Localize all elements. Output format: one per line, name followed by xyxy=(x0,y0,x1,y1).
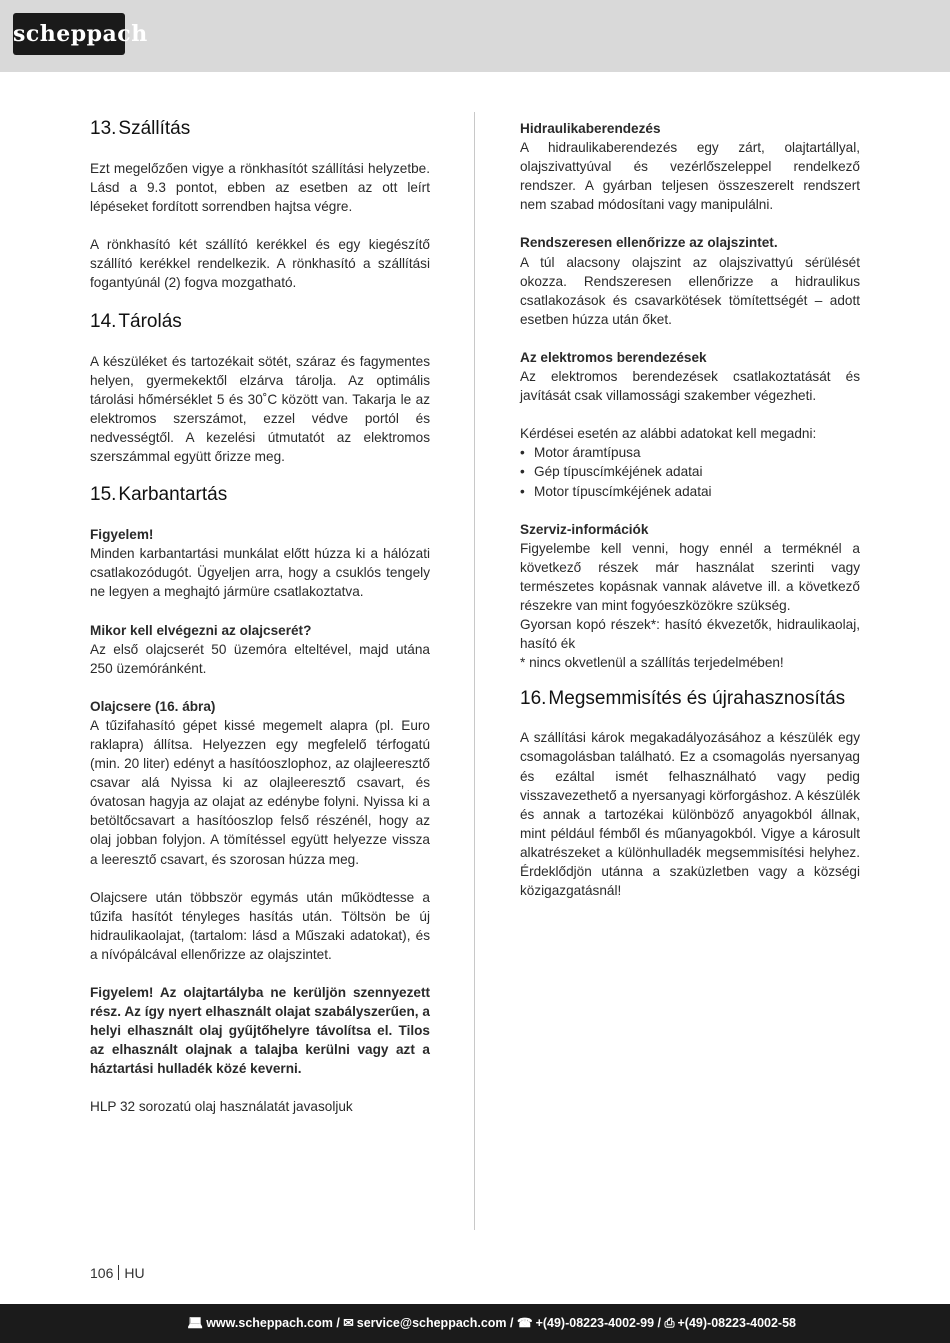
section-title: Karbantartás xyxy=(118,484,228,506)
language-code: HU xyxy=(124,1265,145,1281)
section-number: 15. xyxy=(90,484,117,506)
paragraph: Az első olajcserét 50 üzemóra elteltével, majd utána 250 üzemóránként. xyxy=(90,641,430,676)
email-icon: ✉ xyxy=(343,1316,354,1330)
footer-bar xyxy=(0,1304,950,1343)
list-item: • Motor típuscímkéjének adatai xyxy=(520,482,860,501)
fax-number: +(49)-08223-4002-58 xyxy=(677,1316,796,1330)
paragraph: A túl alacsony olajszint az olajszivattyú sérülését okozza. Rendszeresen ellenőrizze a hidraulikus csatlakozások és csavarkötések tömítettségét – adott esetben húzza után őket. xyxy=(520,254,860,327)
paragraph: * nincs okvetlenül a szállítás terjedelmében! xyxy=(520,655,784,671)
info-list xyxy=(520,443,860,500)
left-column xyxy=(90,113,430,1117)
subheading: Az elektromos berendezések xyxy=(520,349,707,365)
section-title: Szállítás xyxy=(118,118,191,139)
computer-icon: 💻︎ xyxy=(187,1316,204,1330)
list-item: • Gép típuscímkéjének adatai xyxy=(520,462,860,481)
paragraph: A hidraulikaberendezés egy zárt, olajtartállyal, olajszivattyúval és vezérlőszeleppel rendelkező rendszer. A gyárban teljesen összeszerelt rendszert nem szabad módosítani vagy manipulálni. xyxy=(520,140,860,213)
header-bar xyxy=(0,0,950,72)
page-number xyxy=(90,1265,145,1281)
logo-text: scheppach xyxy=(13,21,148,47)
page-number-value: 106 xyxy=(90,1265,114,1281)
section-13-heading xyxy=(90,117,430,140)
subheading: Mikor kell elvégezni az olajcserét? xyxy=(90,622,312,638)
paragraph: Ezt megelőzően vigye a rönkhasítót szállítási helyzetbe. Lásd a 9.3 pontot, ebben az esetben az ott leírt lépéseket fordított sorrendben hajtsa végre. xyxy=(90,161,430,215)
paragraph: HLP 32 sorozatú olaj használatát javasoljuk xyxy=(90,1099,353,1115)
subheading: Hidraulikaberendezés xyxy=(520,121,661,136)
paragraph: A készüléket és tartozékait sötét, száraz és fagymentes helyen, gyermekektől elzárva tárolja. Az optimális tárolási hőmérséklet 5 és 30˚C között van. Takarja le az elektromos szerszámot, ezzel védve portól és nedvességtől. A kezelési útmutatót az elektromos szerszámmal együtt őrizze meg. xyxy=(90,353,430,465)
paragraph: A tűzifahasító gépet kissé megemelt alapra (pl. Euro raklapra) állítsa. Helyezzen egy megfelelő térfogatú (min. 20 liter) edényt a hasítóoszlophoz, az olajleeresztő csavar alá Nyissa ki az olajleeresztő csavart, és óvatosan hagyja az olajat az edénybe folyni. Nyissa ki a betöltőcsavart a hasítóoszlop felső részénél, hogy az olaj jobban folyjon. A tömítéssel együtt helyezze vissza a leeresztő csavart, és szorosan húzza meg. xyxy=(90,717,430,867)
separator xyxy=(118,1265,119,1280)
paragraph: Kérdései esetén az alábbi adatokat kell megadni: xyxy=(520,426,817,442)
phone-number: +(49)-08223-4002-99 / xyxy=(535,1316,661,1330)
subheading: Rendszeresen ellenőrizze az olajszintet. xyxy=(520,235,778,251)
section-number: 16. xyxy=(520,688,547,710)
section-number: 14. xyxy=(90,310,117,332)
section-14-heading xyxy=(90,310,430,333)
paragraph: Olajcsere után többször egymás után működtesse a tűzifa hasítót tényleges hasítás után. Töltsön be új hidraulikaolajat, (tartalom: lásd a Műszaki adatokat), és a nívópálcával ellenőrizze az olajszintet. xyxy=(90,889,430,962)
section-15-heading xyxy=(90,483,430,506)
section-number: 13. xyxy=(90,118,117,139)
section-title: Megsemmisítés és újrahasznosítás xyxy=(548,688,846,710)
fax-icon: ⎙ xyxy=(664,1316,675,1330)
paragraph: Az elektromos berendezések csatlakoztatását és javítását csak villamossági szakember végezheti. xyxy=(520,369,860,404)
warning-paragraph: Figyelem! Az olajtartályba ne kerüljön szennyezett rész. Az így nyert elhasznált olajat szabályszerűen, a helyi elhasznált olaj gyűjtőhelyre távolítsa el. Tilos az elhasznált olajnak a talajba kerülni vagy azt a háztartási hulladék közé keverni. xyxy=(90,985,430,1077)
section-16-heading xyxy=(520,689,860,709)
contact-line xyxy=(187,1304,796,1343)
section-title: Tárolás xyxy=(118,310,182,332)
paragraph: Gyorsan kopó részek*: hasító ékvezetők, hidraulikaolaj, hasító ék xyxy=(520,617,860,652)
paragraph: Figyelembe kell venni, hogy ennél a terméknél a következő részek már használat szerinti vagy természetes kopásnak vannak alávetve ill. a következő részekre van mint fogyóeszközökre szükség. xyxy=(520,540,860,613)
website-link[interactable]: www.scheppach.com / xyxy=(206,1316,340,1330)
list-item: • Motor áramtípusa xyxy=(520,443,860,462)
subheading: Szerviz-információk xyxy=(520,521,649,537)
paragraph: Minden karbantartási munkálat előtt húzza ki a hálózati csatlakozódugót. Ügyeljen arra, hogy a csuklós tengely ne legyen a meghajtó jármüre csatlakoztatva. xyxy=(90,546,430,600)
paragraph: A rönkhasító két szállító kerékkel és egy kiegészítő szállító kerékkel rendelkezik. A rönkhasító a szállítási fogantyúnál (2) fogva mozgatható. xyxy=(90,237,430,291)
email-link[interactable]: service@scheppach.com / xyxy=(356,1316,514,1330)
subheading: Olajcsere (16. ábra) xyxy=(90,698,216,714)
scheppach-logo xyxy=(13,13,148,55)
attention-label: Figyelem! xyxy=(90,527,154,543)
phone-icon: ☎ xyxy=(516,1316,533,1330)
column-divider xyxy=(474,112,475,1230)
right-column xyxy=(520,113,860,900)
paragraph: A szállítási károk megakadályozásához a készülék egy csomagolásban található. Ez a csomagolás nyersanyag és ezáltal ismét felhasználható vagy pedig visszavezethető a nyersanyagi körforgáshoz. A készülék és annak a tartozékai különböző anyagokból állnak, mint például fémből és műanyagokból. Vigye a károsult alkatrészeket a különhulladék megsemmisítési helyhez. Érdeklődjön utánna a szaküzletben vagy a községi közigazgatásnál! xyxy=(520,730,860,899)
